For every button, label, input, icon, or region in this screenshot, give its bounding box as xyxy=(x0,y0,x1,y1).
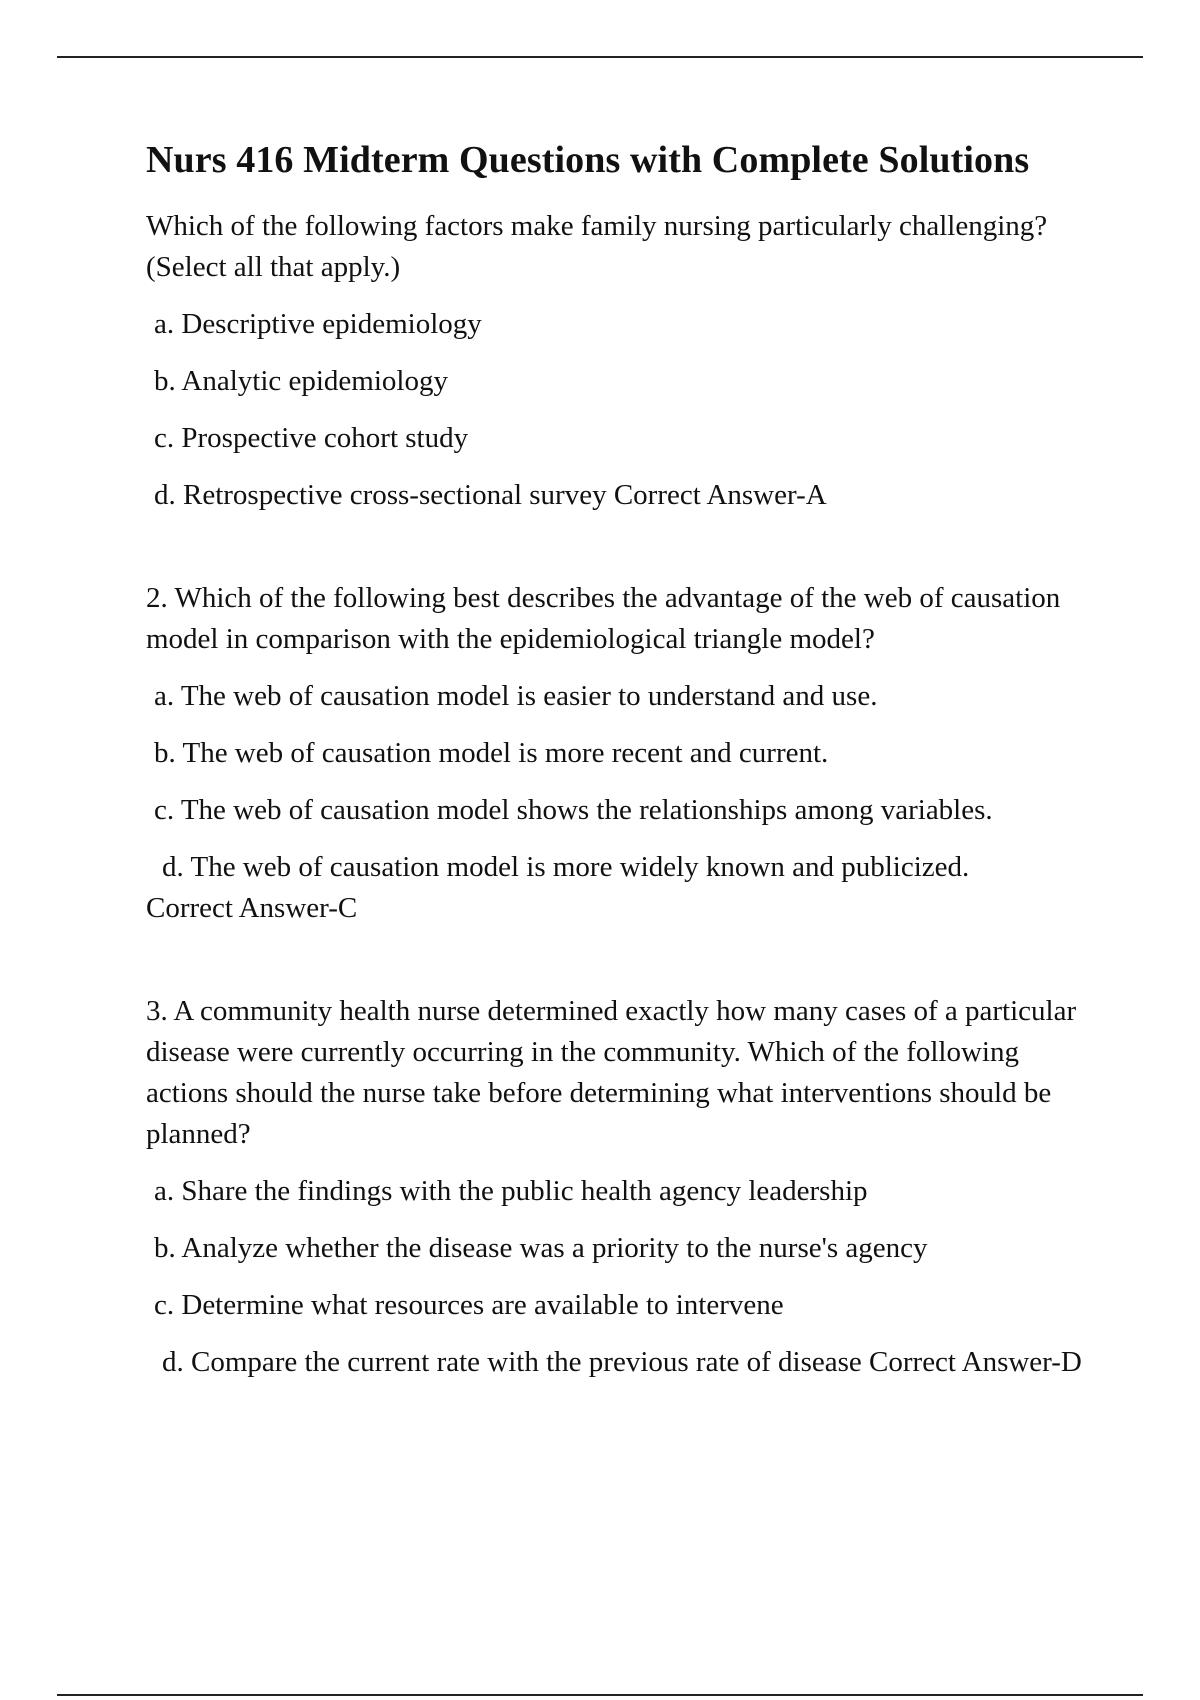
option-list xyxy=(146,1171,1106,1383)
option-item: c. The web of causation model shows the relationships among variables. xyxy=(154,793,993,826)
option-item-with-answer xyxy=(146,1342,1106,1383)
question-text: Which of the following factors make family nursing particularly challenging? (Select all that apply.) xyxy=(146,209,1048,283)
option-text: d. Retrospective cross-sectional survey xyxy=(154,478,607,511)
question-block-3 xyxy=(146,991,1106,1383)
option-item-with-answer xyxy=(146,847,1106,929)
option-text: d. Compare the current rate with the previous rate of disease xyxy=(162,1345,862,1378)
question-block-1 xyxy=(146,206,1106,516)
option-list xyxy=(146,304,1106,516)
option-item: b. The web of causation model is more recent and current. xyxy=(154,736,829,769)
option-text: d. The web of causation model is more widely known and publicized. xyxy=(162,850,970,883)
option-item: b. Analytic epidemiology xyxy=(154,364,448,397)
option-item-with-answer xyxy=(146,475,1106,516)
question-text: 3. A community health nurse determined exactly how many cases of a particular disease were currently occurring in the community. Which of the following actions should the nurse take before determining what interventions should be planned? xyxy=(146,994,1077,1150)
option-item: c. Prospective cohort study xyxy=(154,421,469,454)
top-rule xyxy=(57,56,1143,58)
document-body xyxy=(146,138,1106,1445)
option-item: c. Determine what resources are available to intervene xyxy=(154,1288,784,1321)
correct-answer: Correct Answer-D xyxy=(869,1345,1082,1378)
correct-answer: Correct Answer-C xyxy=(146,891,358,924)
page-title: Nurs 416 Midterm Questions with Complete Solutions xyxy=(146,139,1030,181)
option-item: a. Descriptive epidemiology xyxy=(154,307,482,340)
option-item: a. The web of causation model is easier to understand and use. xyxy=(154,679,878,712)
question-block-2 xyxy=(146,578,1106,929)
bottom-rule xyxy=(57,1694,1143,1696)
question-text: 2. Which of the following best describes the advantage of the web of causation model in comparison with the epidemiological triangle model? xyxy=(146,581,1061,655)
option-list xyxy=(146,676,1106,929)
option-item: b. Analyze whether the disease was a priority to the nurse's agency xyxy=(154,1231,928,1264)
correct-answer: Correct Answer-A xyxy=(613,478,827,511)
option-item: a. Share the findings with the public health agency leadership xyxy=(154,1174,868,1207)
